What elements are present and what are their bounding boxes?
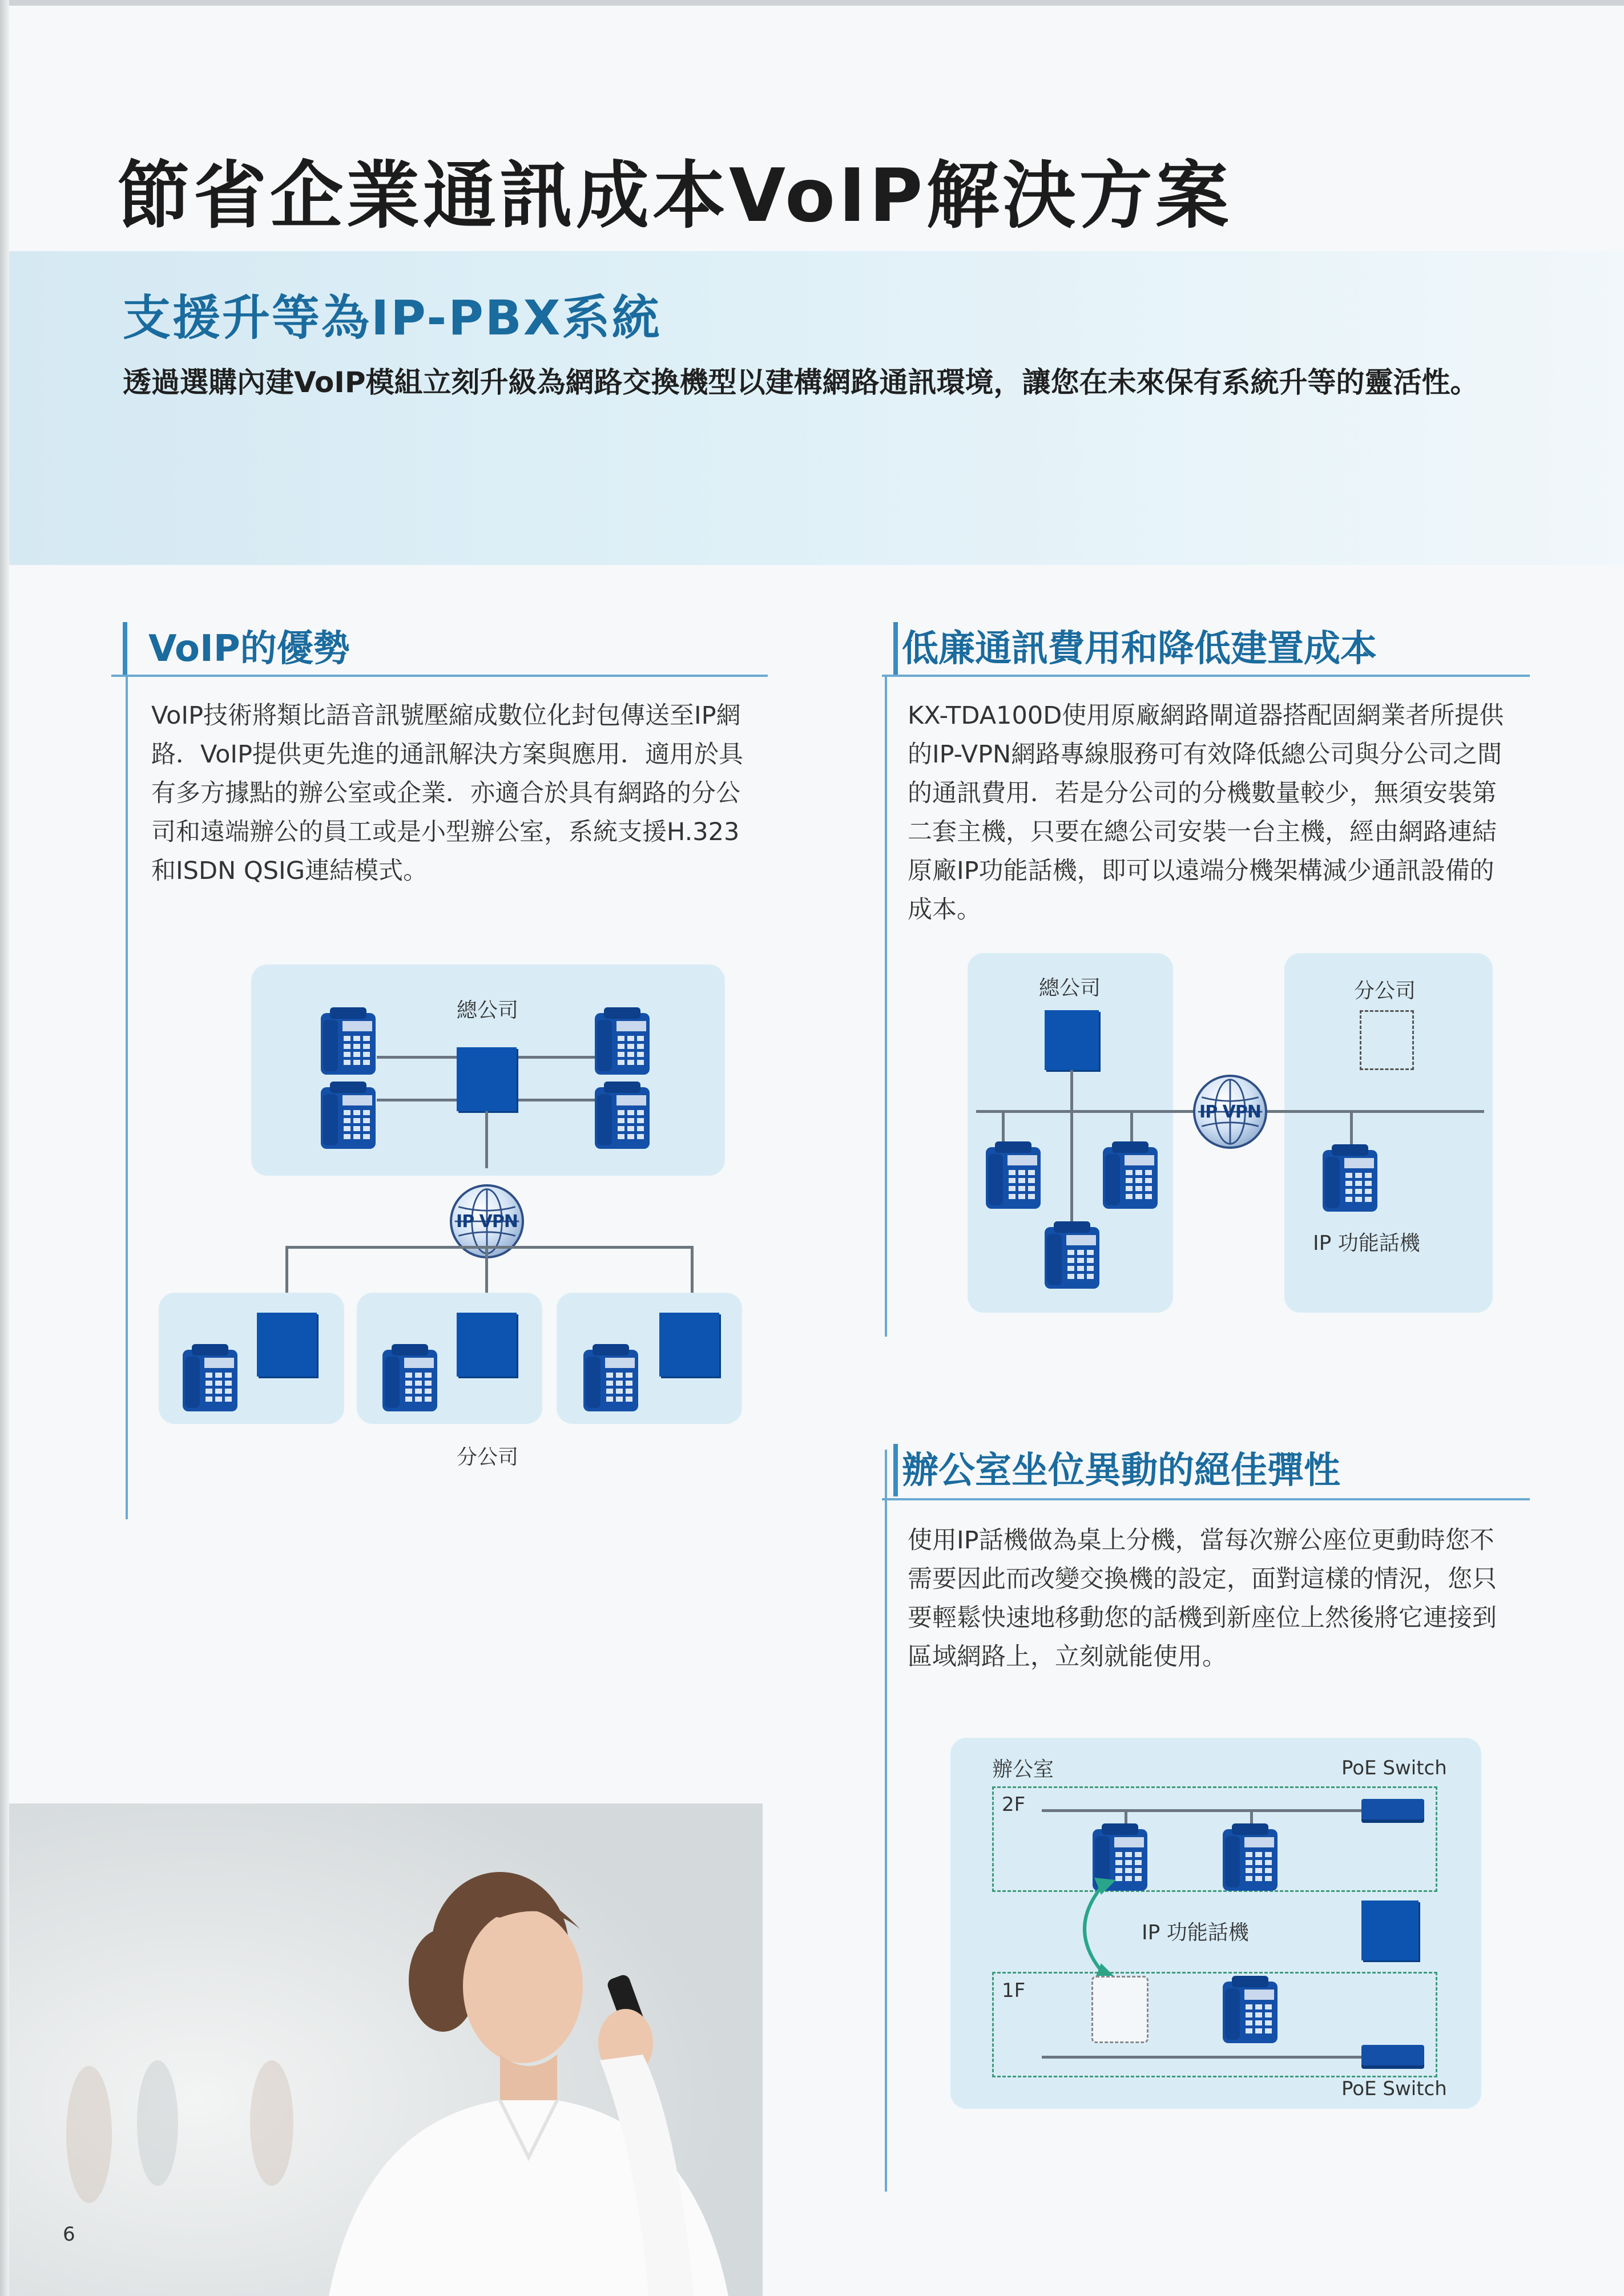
section-voip-title: VoIP的優勢 bbox=[148, 628, 350, 670]
phone-icon bbox=[381, 1344, 438, 1413]
phone-icon bbox=[1222, 1976, 1279, 2044]
cost-branch-placeholder bbox=[1360, 1010, 1414, 1070]
phone-icon bbox=[320, 1082, 377, 1150]
cost-drop-2 bbox=[1130, 1110, 1133, 1144]
ip-vpn-label: IP VPN bbox=[1199, 1102, 1261, 1122]
phone-icon bbox=[985, 1141, 1042, 1210]
cost-drop-3 bbox=[1350, 1110, 1353, 1144]
ip-vpn-label: IP VPN bbox=[456, 1212, 518, 1232]
phone-icon bbox=[320, 1007, 377, 1076]
floor-2f-lan bbox=[1042, 1809, 1364, 1812]
section-cost-body: KX-TDA100D使用原廠網路閘道器搭配固網業者所提供的IP-VPN網路專線服務可有效降低總公司與分公司之間的通訊費用．若是分公司的分機數量較少，無須安裝第二套主機，只要在總公司安裝一台主機，經由網路連結原廠IP功能話機，即可以遠端分機架構減少通訊設備的成本。 bbox=[908, 701, 1504, 924]
section-cost-marker bbox=[893, 622, 898, 675]
hq-label: 總公司 bbox=[457, 999, 519, 1022]
cost-branch-label: 分公司 bbox=[1354, 979, 1416, 1003]
banner-subtitle: 支援升等為IP-PBX系統 bbox=[123, 290, 662, 346]
cost-hq-label: 總公司 bbox=[1039, 976, 1101, 1000]
cost-phone-label: IP 功能話機 bbox=[1313, 1232, 1420, 1255]
phone-icon bbox=[182, 1344, 239, 1413]
floor-1f-lan bbox=[1042, 2056, 1364, 2059]
branch-unit-1 bbox=[257, 1313, 317, 1377]
section-office-title: 辦公室坐位異動的絕佳彈性 bbox=[902, 1450, 1340, 1492]
section-office-body: 使用IP話機做為桌上分機，當每次辦公座位更動時您不需要因此而改變交換機的設定，面對這樣的情況，您只要輕鬆快速地移動您的話機到新座位上然後將它連接到區域網路上，立刻就能使用。 bbox=[908, 1526, 1497, 1671]
poe-switch-icon bbox=[1361, 2045, 1424, 2065]
poe-switch-icon bbox=[1361, 1799, 1424, 1819]
office-label: 辦公室 bbox=[992, 1758, 1054, 1781]
section-cost-side-line bbox=[885, 675, 887, 1337]
cost-hq-trunk bbox=[1070, 1070, 1073, 1224]
phone-icon bbox=[1321, 1144, 1379, 1213]
page-edge-left bbox=[0, 0, 9, 2296]
office-phone-label: IP 功能話機 bbox=[1142, 1921, 1249, 1944]
phone-icon bbox=[1043, 1221, 1101, 1290]
woman-on-phone-photo bbox=[9, 1803, 763, 2296]
office-pbx-unit bbox=[1361, 1900, 1419, 1960]
hq-uplink bbox=[485, 1111, 488, 1168]
phone-old-position-icon bbox=[1091, 1976, 1149, 2043]
section-cost-title: 低廉通訊費用和降低建置成本 bbox=[902, 628, 1377, 670]
floor-1f-label: 1F bbox=[1002, 1979, 1026, 2002]
section-cost-rule bbox=[882, 675, 1530, 677]
page-edge-top bbox=[0, 0, 1624, 6]
section-voip-rule bbox=[111, 675, 768, 677]
phone-icon bbox=[594, 1007, 651, 1076]
page-title: 節省企業通訊成本VoIP解決方案 bbox=[117, 154, 1232, 239]
cost-hq-pbx-unit bbox=[1045, 1010, 1099, 1070]
branch-unit-3 bbox=[659, 1313, 719, 1377]
floor-2f-label: 2F bbox=[1002, 1793, 1026, 1816]
move-arrow-icon bbox=[1059, 1872, 1127, 1986]
phone-icon bbox=[582, 1344, 639, 1413]
phone-icon bbox=[1222, 1823, 1279, 1892]
cost-drop-1 bbox=[1002, 1110, 1005, 1144]
phone-icon bbox=[1102, 1141, 1159, 1210]
section-voip-marker bbox=[123, 622, 127, 675]
ip-vpn-globe-icon bbox=[1193, 1075, 1267, 1149]
cost-branch-panel bbox=[1284, 953, 1493, 1313]
section-voip-body: VoIP技術將類比語音訊號壓縮成數位化封包傳送至IP網路．VoIP提供更先進的通訊解決方案與應用．適用於具有多方據點的辦公室或企業．亦適合於具有網路的分公司和遠端辦公的員工或是小型辦公室，系統支援H.323和ISDN QSIG連結模式。 bbox=[151, 701, 743, 885]
page-number: 6 bbox=[63, 2223, 75, 2246]
branch-label: 分公司 bbox=[457, 1446, 519, 1469]
poe-switch-bottom-label: PoE Switch bbox=[1341, 2077, 1447, 2100]
section-office-rule bbox=[882, 1498, 1530, 1500]
section-office-side-line bbox=[885, 1450, 887, 2192]
branch-bus bbox=[285, 1246, 694, 1249]
phone-icon bbox=[594, 1082, 651, 1150]
section-office-marker bbox=[893, 1444, 898, 1496]
branch-unit-2 bbox=[457, 1313, 517, 1377]
section-voip-side-line bbox=[126, 675, 128, 1519]
hq-pbx-unit bbox=[457, 1047, 517, 1111]
poe-switch-top-label: PoE Switch bbox=[1341, 1757, 1447, 1779]
banner-text: 透過選購內建VoIP模組立刻升級為網路交換機型以建構網路通訊環境，讓您在未來保有系統升等的靈活性。 bbox=[123, 366, 1479, 399]
